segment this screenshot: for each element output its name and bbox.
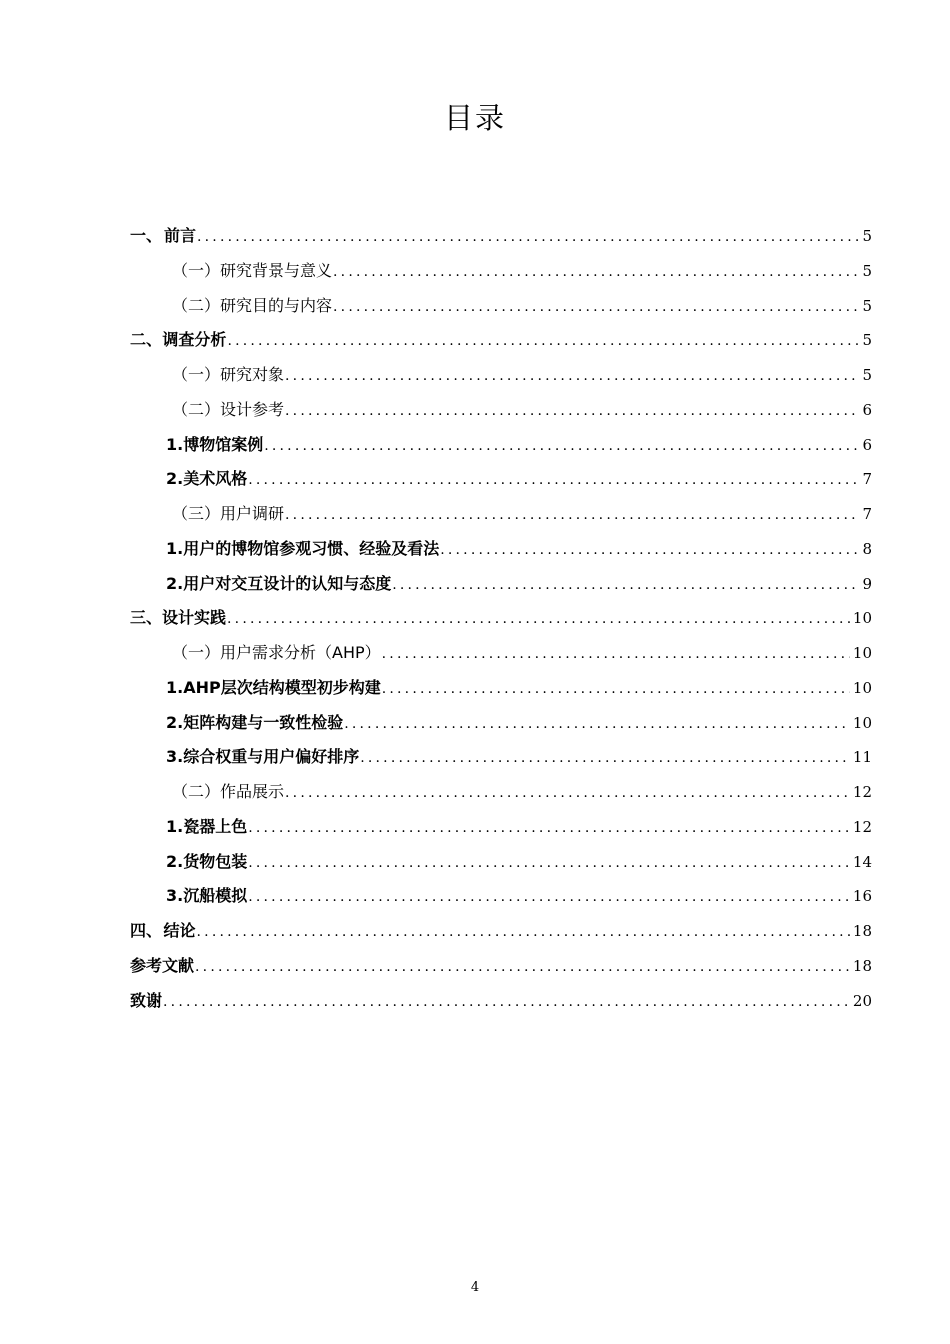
- toc-dot-leader: [248, 811, 850, 845]
- toc-dot-leader: [285, 359, 859, 393]
- toc-entry-label: 前言: [163, 226, 196, 245]
- toc-entry-page: 6: [862, 400, 872, 419]
- toc-entry-label: 2.美术风格: [166, 469, 248, 489]
- toc-dot-leader: [197, 915, 850, 949]
- toc-entry-number: 二、: [130, 330, 163, 350]
- toc-entry[interactable]: [130, 810, 872, 845]
- toc-entry-page: 7: [862, 470, 872, 489]
- toc-entry[interactable]: [130, 289, 872, 324]
- toc-entry[interactable]: [130, 428, 872, 463]
- toc-dot-leader: [195, 950, 850, 984]
- toc-dot-leader: [333, 290, 859, 324]
- toc-entry-label: （二）作品展示: [172, 782, 285, 801]
- toc-entry[interactable]: [130, 636, 872, 671]
- toc-entry-page: 10: [852, 678, 872, 697]
- toc-dot-leader: [440, 533, 859, 567]
- page-title: 目录: [443, 101, 506, 135]
- toc-entry[interactable]: [130, 984, 872, 1019]
- toc-entry[interactable]: [130, 393, 872, 428]
- table-of-contents: [130, 219, 872, 1018]
- toc-dot-leader: [163, 985, 850, 1019]
- toc-entry-label: 1.瓷器上色: [166, 816, 248, 836]
- toc-entry[interactable]: [130, 567, 872, 602]
- toc-entry[interactable]: [130, 914, 872, 949]
- toc-entry-label: 1.AHP层次结构模型初步构建: [166, 677, 381, 697]
- toc-entry-page: 5: [862, 227, 872, 245]
- toc-entry-page: 5: [862, 296, 872, 315]
- toc-entry-label: 1.用户的博物馆参观习惯、经验及看法: [166, 538, 440, 558]
- toc-entry[interactable]: [130, 462, 872, 497]
- toc-dot-leader: [333, 255, 859, 289]
- toc-entry[interactable]: [130, 845, 872, 880]
- toc-entry[interactable]: [130, 497, 872, 532]
- toc-entry-number: 四、: [130, 921, 163, 940]
- toc-dot-leader: [344, 707, 850, 741]
- toc-dot-leader: [248, 880, 850, 914]
- toc-dot-leader: [264, 429, 859, 463]
- toc-entry[interactable]: [130, 671, 872, 706]
- toc-dot-leader: [248, 463, 859, 497]
- toc-entry-label: 3.综合权重与用户偏好排序: [166, 747, 360, 767]
- toc-entry-page: 9: [862, 574, 872, 593]
- toc-entry-number: 一、: [130, 226, 163, 245]
- toc-dot-leader: [285, 498, 859, 532]
- toc-dot-leader: [248, 846, 850, 880]
- toc-entry-label: 设计实践: [162, 608, 227, 628]
- toc-entry-page: 11: [852, 748, 872, 767]
- toc-entry-label: 3.沉船模拟: [166, 886, 248, 906]
- toc-entry-page: 8: [862, 539, 872, 558]
- toc-entry[interactable]: [130, 740, 872, 775]
- toc-entry-label: 2.货物包装: [166, 851, 248, 871]
- toc-entry[interactable]: [130, 775, 872, 810]
- toc-entry[interactable]: [130, 323, 872, 358]
- toc-entry[interactable]: [130, 358, 872, 393]
- toc-entry-label: 2.用户对交互设计的认知与态度: [166, 573, 392, 593]
- toc-entry-page: 12: [852, 783, 872, 801]
- toc-dot-leader: [382, 637, 850, 671]
- toc-entry-page: 10: [852, 644, 872, 662]
- toc-entry-page: 18: [852, 922, 872, 940]
- toc-entry-page: 12: [852, 817, 872, 836]
- toc-entry-page: 5: [862, 261, 872, 280]
- toc-entry[interactable]: [130, 949, 872, 984]
- toc-entry[interactable]: [130, 219, 872, 254]
- toc-dot-leader: [392, 568, 859, 602]
- toc-entry-label: 致谢: [130, 990, 163, 1010]
- toc-entry-page: 7: [862, 505, 872, 523]
- toc-entry-label: （二）研究目的与内容: [172, 295, 333, 315]
- toc-entry-label: 调查分析: [162, 330, 227, 350]
- toc-dot-leader: [285, 394, 859, 428]
- toc-entry-page: 20: [852, 991, 872, 1010]
- toc-entry-label: （一）研究对象: [172, 365, 285, 384]
- toc-entry-label: 结论: [163, 921, 196, 940]
- toc-dot-leader: [382, 672, 850, 706]
- toc-dot-leader: [227, 602, 850, 636]
- toc-entry[interactable]: [130, 254, 872, 289]
- toc-entry-label: （一）用户需求分析（AHP）: [172, 643, 381, 662]
- toc-dot-leader: [197, 220, 859, 254]
- toc-dot-leader: [360, 741, 850, 775]
- toc-entry-label: （三）用户调研: [172, 504, 285, 523]
- toc-entry-page: 18: [852, 956, 872, 975]
- toc-entry[interactable]: [130, 706, 872, 741]
- toc-entry-page: 14: [852, 852, 872, 871]
- toc-entry-page: 16: [852, 887, 872, 906]
- toc-entry[interactable]: [130, 601, 872, 636]
- toc-entry-number: 三、: [130, 608, 163, 628]
- toc-entry-label: 参考文献: [130, 955, 195, 975]
- toc-entry[interactable]: [130, 532, 872, 567]
- toc-entry-page: 10: [852, 609, 872, 628]
- toc-entry[interactable]: [130, 879, 872, 914]
- toc-entry-label: 2.矩阵构建与一致性检验: [166, 712, 344, 732]
- toc-entry-label: （二）设计参考: [172, 399, 285, 419]
- toc-dot-leader: [227, 324, 859, 358]
- page-number: 4: [470, 1280, 480, 1295]
- toc-entry-label: 1.博物馆案例: [166, 434, 264, 454]
- toc-dot-leader: [285, 776, 850, 810]
- toc-entry-page: 5: [862, 331, 872, 350]
- toc-entry-page: 6: [862, 435, 872, 454]
- toc-entry-page: 10: [852, 713, 872, 732]
- toc-entry-label: （一）研究背景与意义: [172, 260, 333, 280]
- toc-entry-page: 5: [862, 366, 872, 384]
